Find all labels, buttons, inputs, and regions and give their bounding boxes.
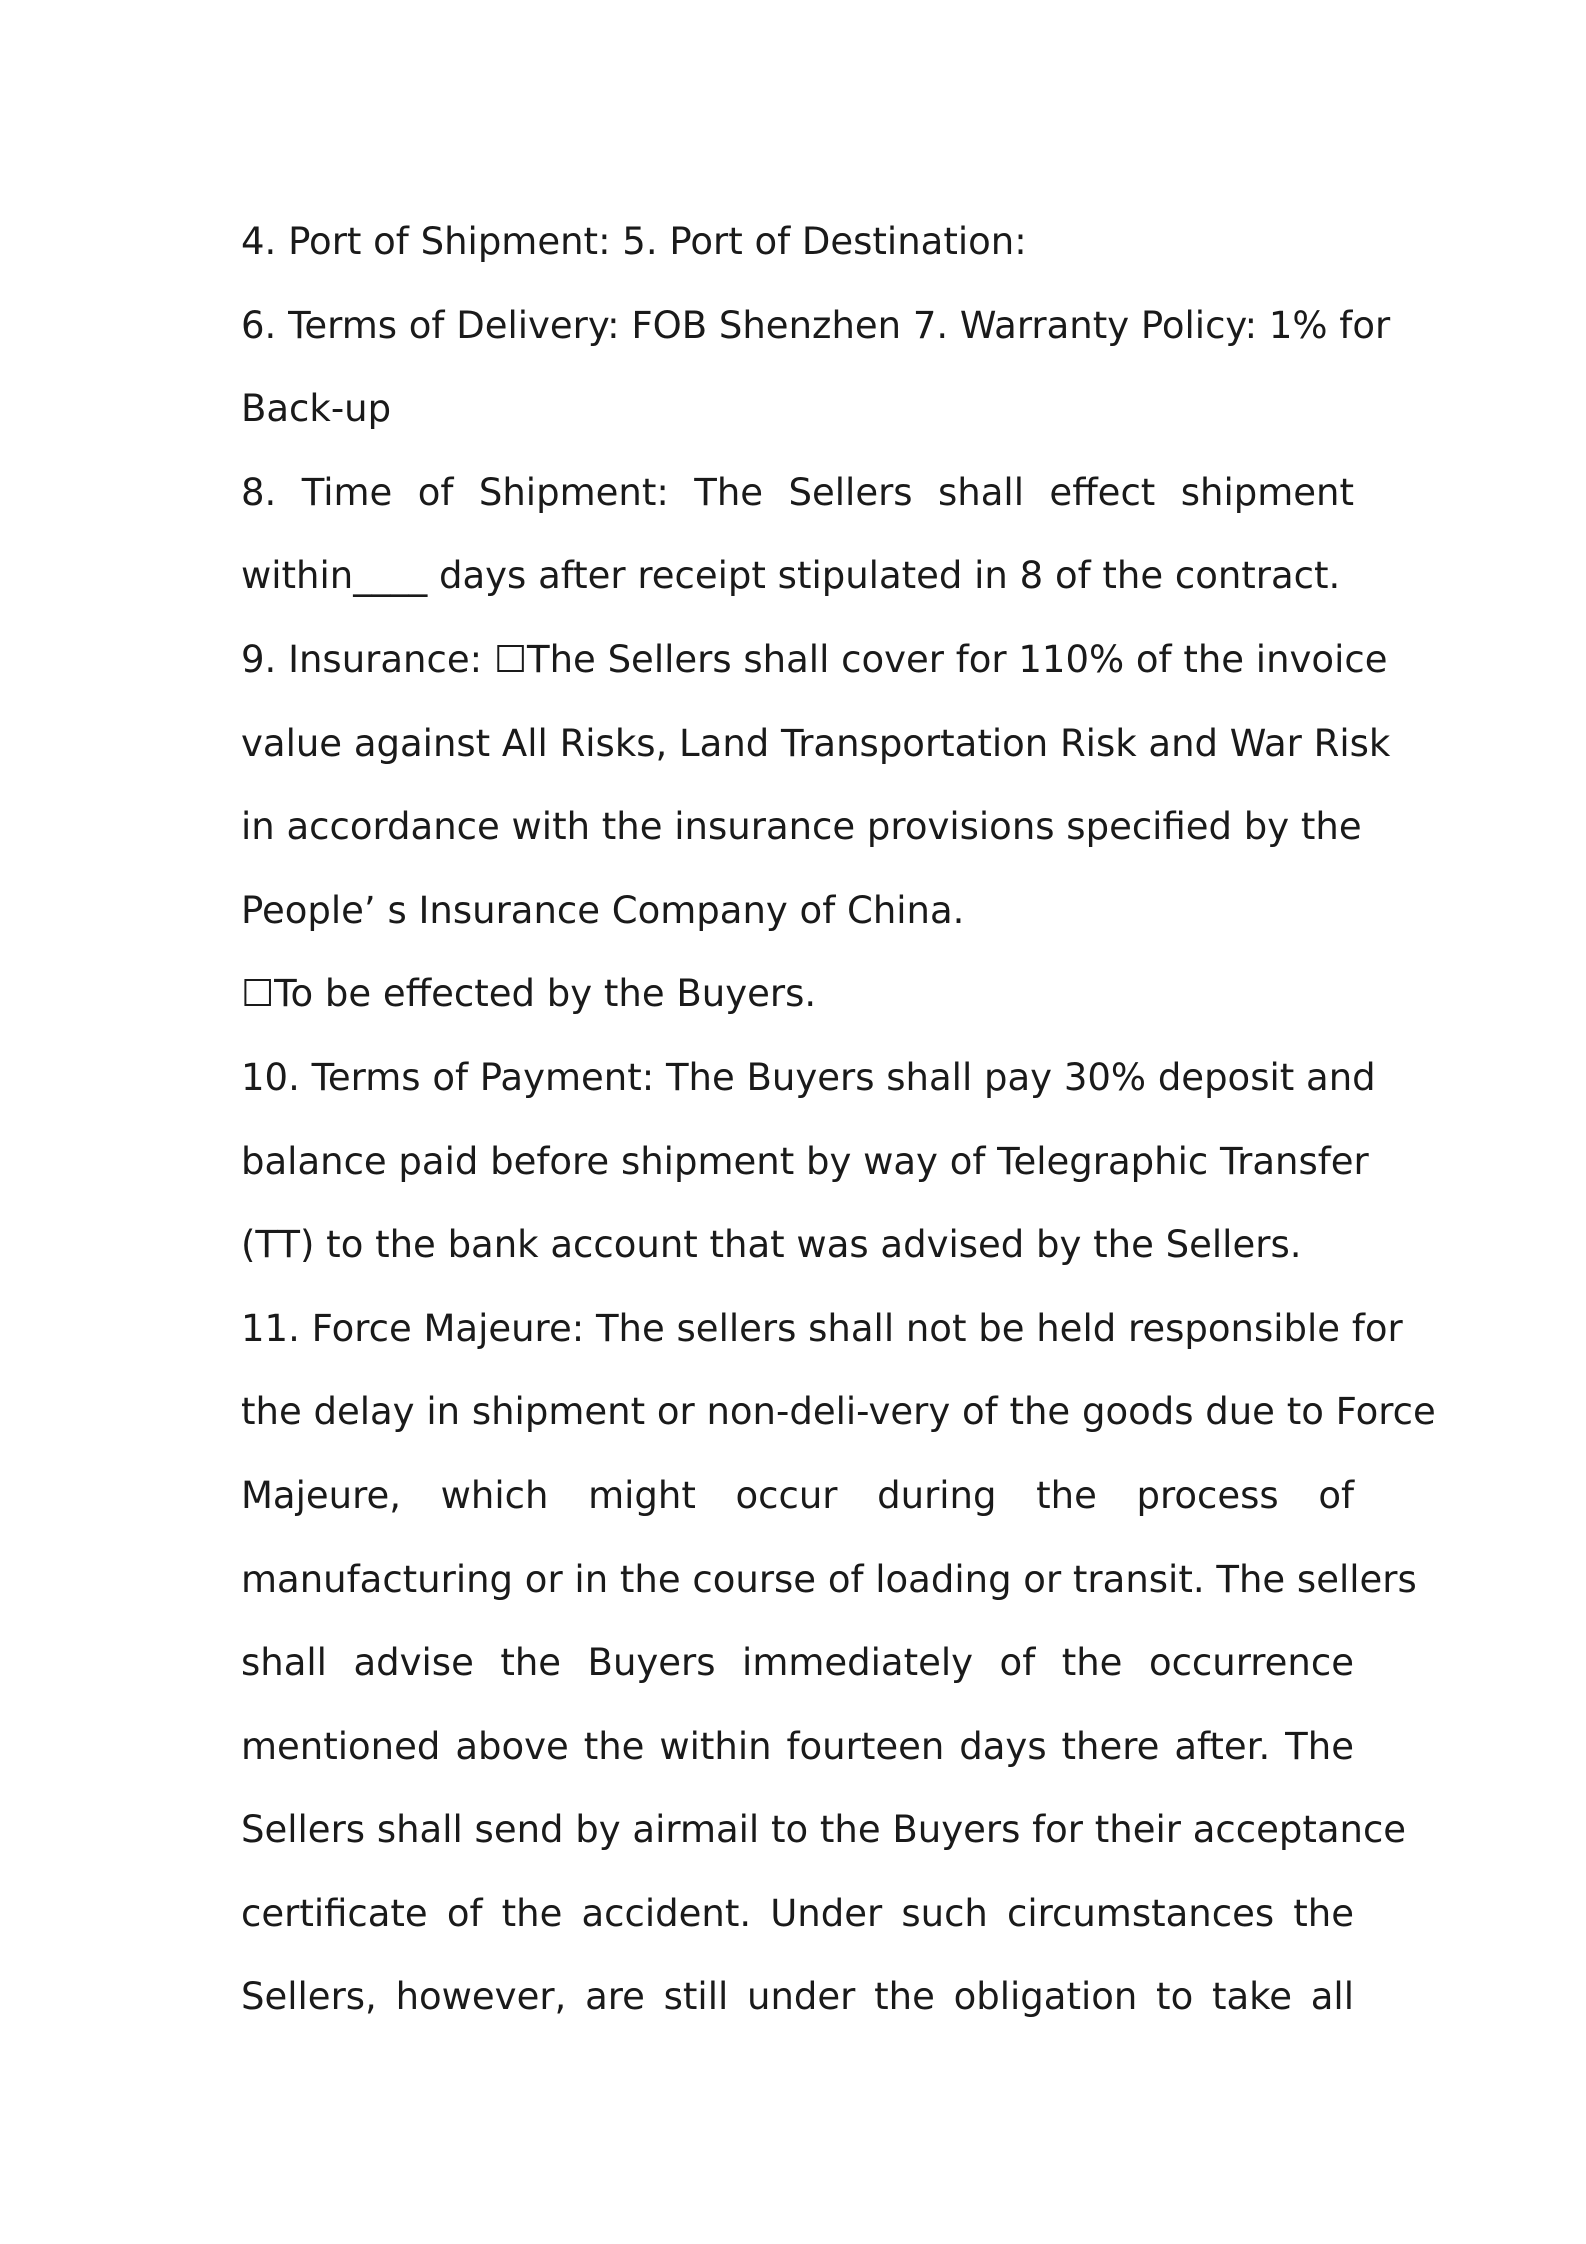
clause-4-5-line: 4. Port of Shipment: 5. Port of Destination: [241,220,1027,263]
clause-11-line-6: mentioned above the within fourteen days there after. The [241,1724,1354,1768]
contract-text [241,200,1436,2039]
clause-8-line-1: 8. Time of Shipment: The Sellers shall effect shipment [241,470,1354,514]
clause-8-line-2: within____ days after receipt stipulated in 8 of the contract. [241,554,1341,598]
clause-11-line-4: manufacturing or in the course of loading or transit. The sellers [241,1557,1417,1601]
clause-11-line-3: Majeure, which might occur during the process of [241,1473,1354,1517]
clause-10-line-1: 10. Terms of Payment: The Buyers shall pay 30% deposit and [241,1055,1376,1099]
clause-9-line-2: value against All Risks, Land Transportation Risk and War Risk [241,721,1391,765]
clause-11-line-8: certificate of the accident. Under such circumstances the [241,1891,1354,1935]
clause-11-line-9: Sellers, however, are still under the obligation to take all [241,1975,1354,2019]
clause-11-line-7: Sellers shall send by airmail to the Buyers for their acceptance [241,1808,1407,1852]
clause-9-option-buyers: ☐To be effected by the Buyers. [241,972,817,1016]
clause-9-line-3: in accordance with the insurance provisions specified by the [241,805,1362,849]
clause-10-line-2: balance paid before shipment by way of Telegraphic Transfer [241,1139,1369,1183]
clause-6-7-line-1: 6. Terms of Delivery: FOB Shenzhen 7. Warranty Policy: 1% for [241,303,1391,347]
clause-9-line-4: People’ s Insurance Company of China. [241,888,965,932]
clause-9-line-1: 9. Insurance: ☐The Sellers shall cover for 110% of the invoice [241,637,1388,681]
clause-6-7-line-2: Back-up [241,387,392,431]
clause-11-line-5: shall advise the Buyers immediately of the occurrence [241,1641,1354,1685]
clause-11-line-1: 11. Force Majeure: The sellers shall not be held responsible for [241,1306,1403,1350]
clause-11-line-2: the delay in shipment or non-deli-very of the goods due to Force [241,1390,1436,1434]
clause-10-line-3: (TT) to the bank account that was advised by the Sellers. [241,1223,1302,1267]
